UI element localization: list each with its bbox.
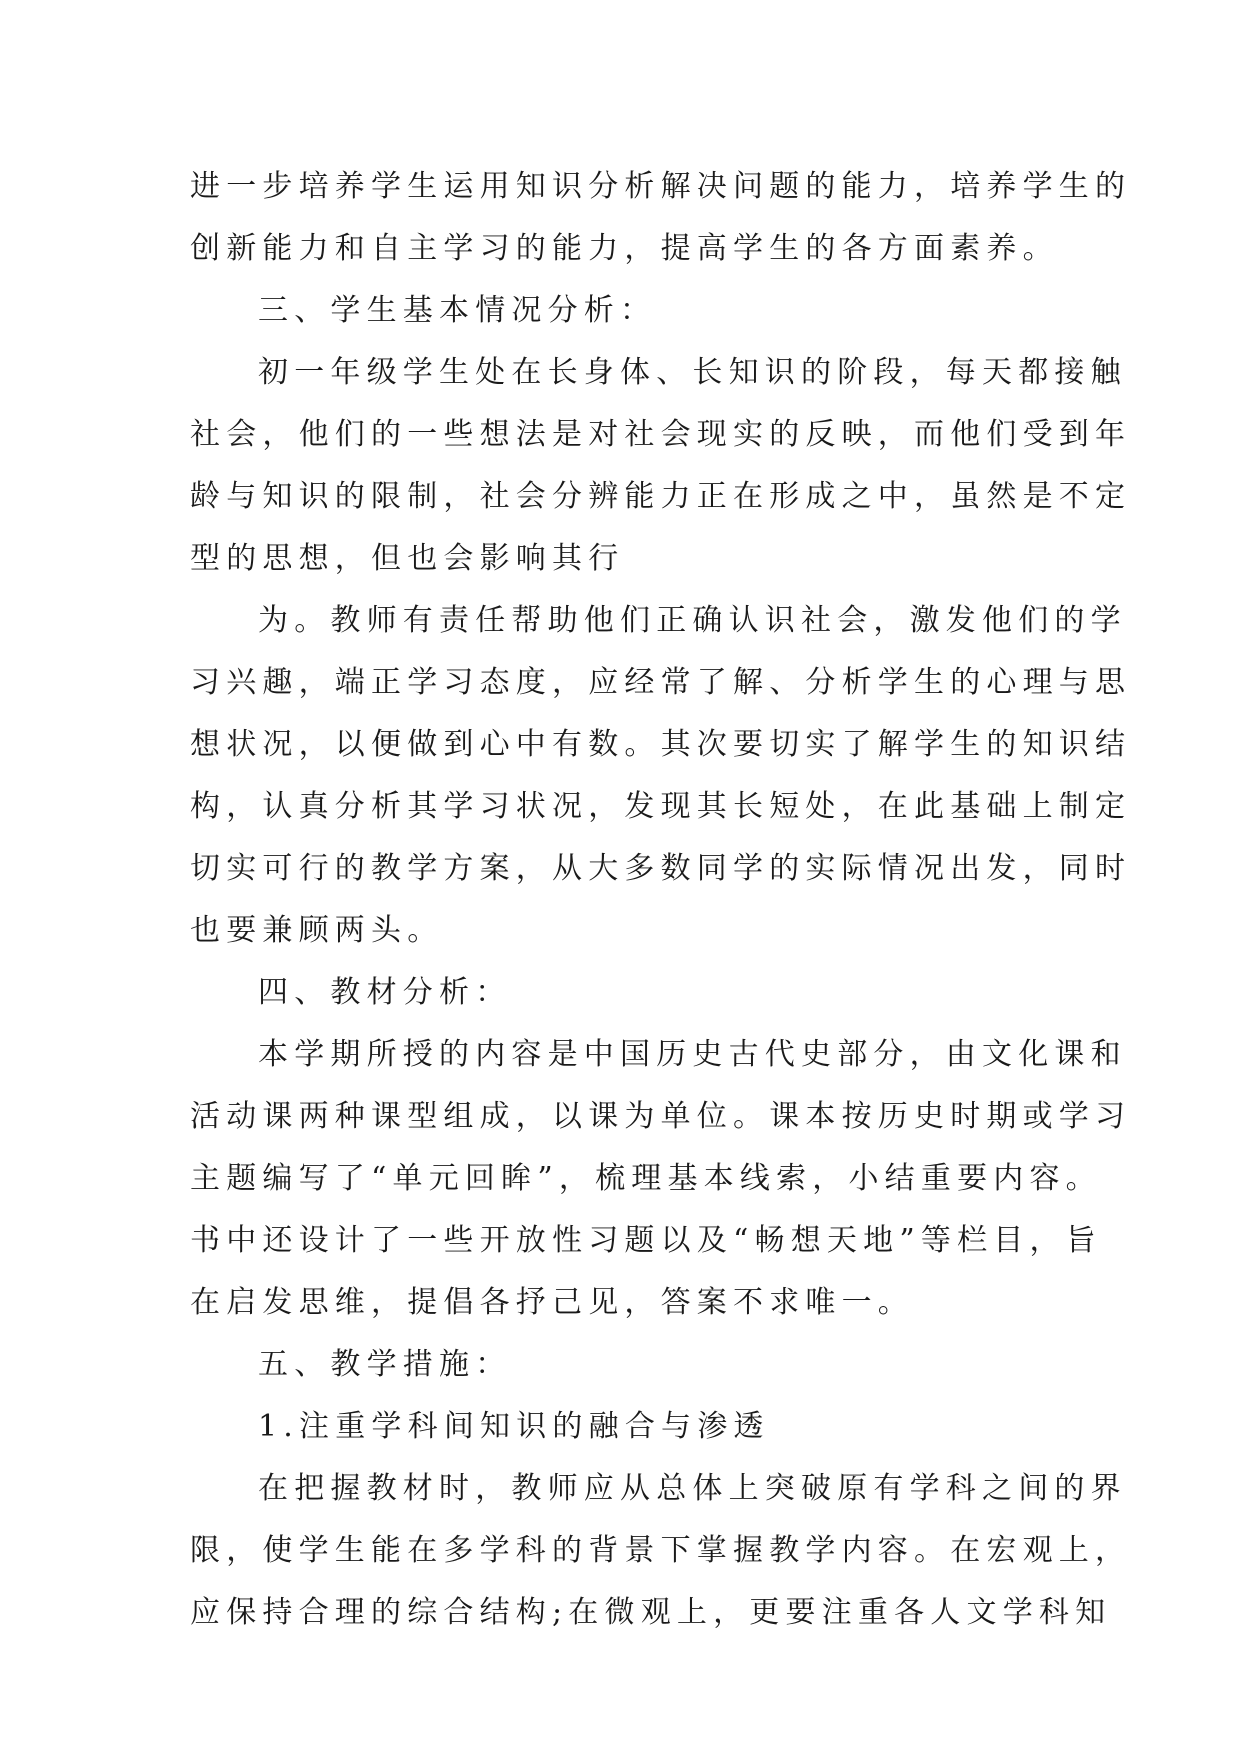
section-heading: 三、学生基本情况分析： [258,293,657,328]
text-line: 龄与知识的限制，社会分辨能力正在形成之中，虽然是不定 [190,479,1132,514]
text-line: 切实可行的教学方案，从大多数同学的实际情况出发，同时 [190,851,1132,886]
text-line: 型的思想，但也会影响其行 [190,541,625,576]
text-line: 主题编写了“单元回眸”，梳理基本线索，小结重要内容。 [190,1161,1102,1196]
text-line: 社会，他们的一些想法是对社会现实的反映，而他们受到年 [190,417,1132,452]
subsection-heading: 1.注重学科间知识的融合与渗透 [258,1409,770,1444]
text-line: 创新能力和自主学习的能力，提高学生的各方面素养。 [190,231,1059,266]
paragraph-start: 本学期所授的内容是中国历史古代史部分，由文化课和 [258,1037,1127,1072]
paragraph-start: 为。教师有责任帮助他们正确认识社会，激发他们的学 [258,603,1127,638]
paragraph-start: 初一年级学生处在长身体、长知识的阶段，每天都接触 [258,355,1127,390]
text-line: 也要兼顾两头。 [190,913,444,948]
text-line: 构，认真分析其学习状况，发现其长短处，在此基础上制定 [190,789,1132,824]
text-line: 习兴趣，端正学习态度，应经常了解、分析学生的心理与思 [190,665,1132,700]
text-line: 书中还设计了一些开放性习题以及“畅想天地”等栏目，旨 [190,1223,1102,1258]
text-line: 限，使学生能在多学科的背景下掌握教学内容。在宏观上， [190,1533,1132,1568]
document-body [190,156,1132,1644]
section-heading: 四、教材分析： [258,975,512,1010]
text-line: 应保持合理的综合结构;在微观上，更要注重各人文学科知 [190,1595,1112,1630]
paragraph-start: 在把握教材时，教师应从总体上突破原有学科之间的界 [258,1471,1127,1506]
text-line: 在启发思维，提倡各抒己见，答案不求唯一。 [190,1285,914,1320]
text-line: 活动课两种课型组成，以课为单位。课本按历史时期或学习 [190,1099,1132,1134]
text-line: 想状况，以便做到心中有数。其次要切实了解学生的知识结 [190,727,1132,762]
section-heading: 五、教学措施： [258,1347,512,1382]
text-line: 进一步培养学生运用知识分析解决问题的能力，培养学生的 [190,169,1132,204]
